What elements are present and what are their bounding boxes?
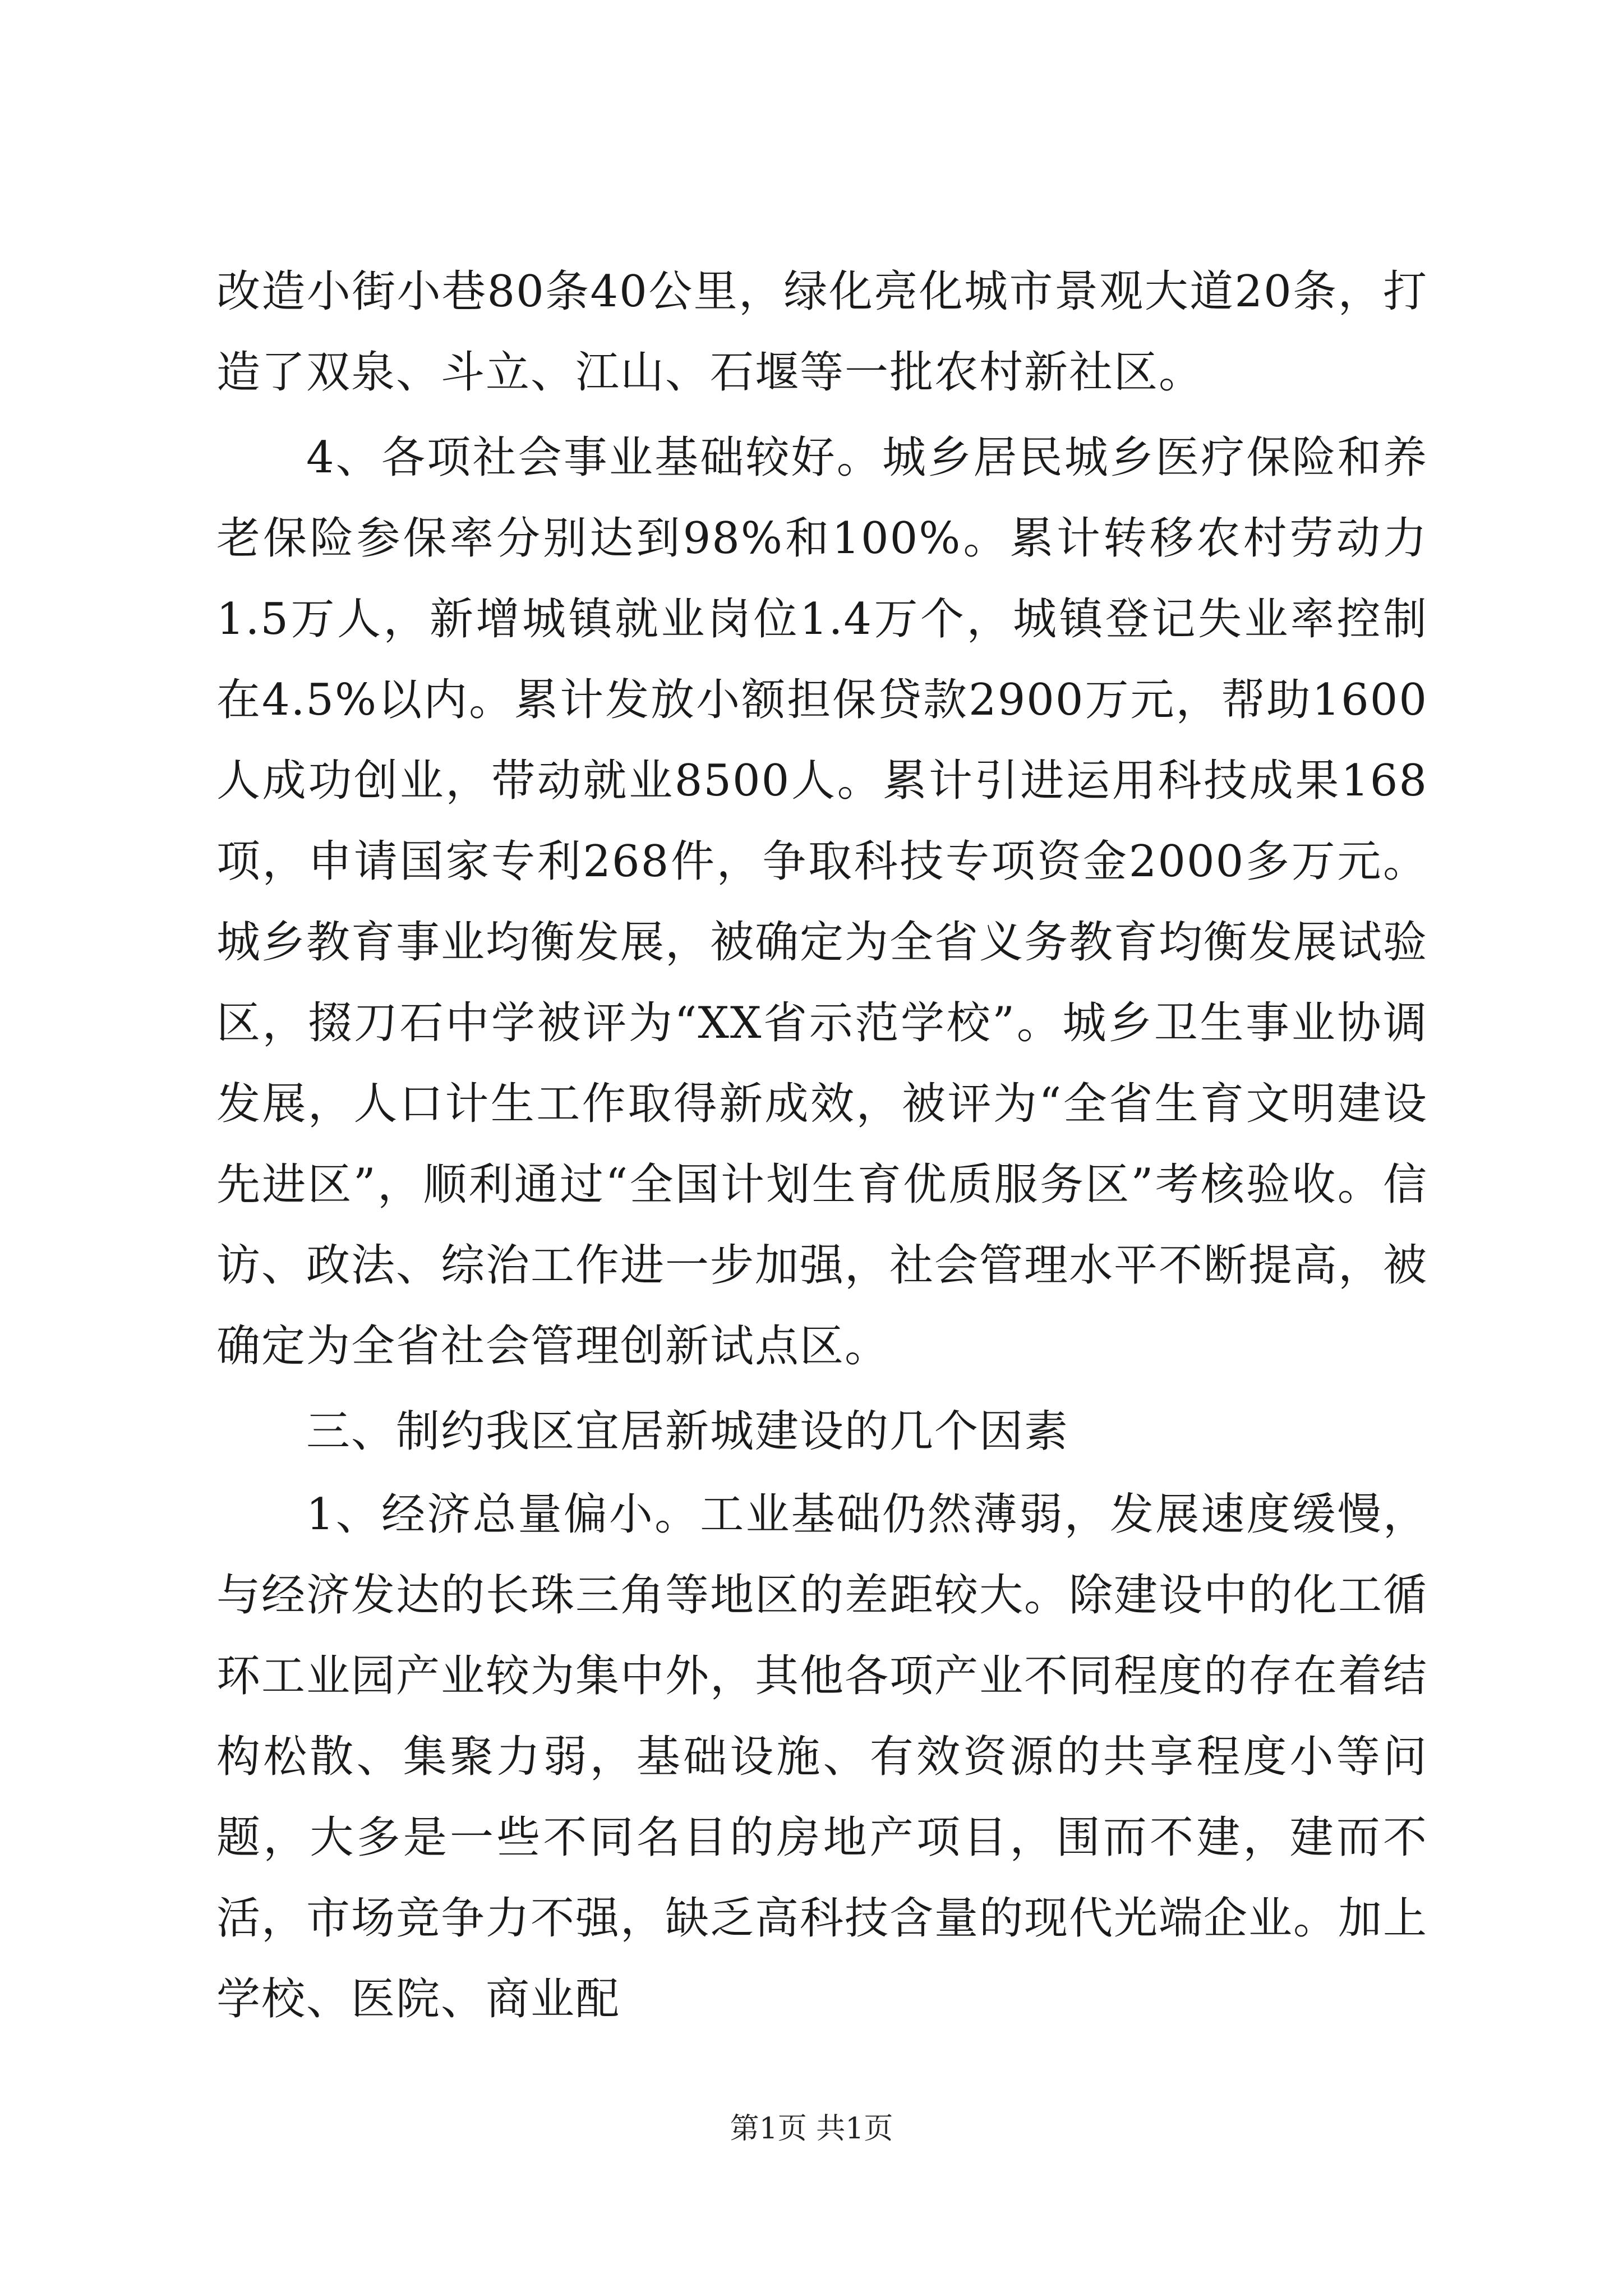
paragraph-continuation: 改造小街小巷80条40公里，绿化亮化城市景观大道20条，打造了双泉、斗立、江山、石堰等一批农村新社区。 <box>216 266 1428 398</box>
section-heading: 三、制约我区宜居新城建设的几个因素 <box>306 1406 1069 1457</box>
page-footer: 第1页 共1页 <box>730 2112 893 2146</box>
paragraph-economic-scale: 1、经济总量偏小。工业基础仍然薄弱，发展速度缓慢，与经济发达的长珠三角等地区的差距较大。除建设中的化工循环工业园产业较为集中外，其他各项产业不同程度的存在着结构松散、集聚力弱，基础设施、有效资源的共享程度小等问题，大多是一些不同名目的房地产项目，围而不建，建而不活，市场竞争力不强，缺乏高科技含量的现代光端企业。加上学校、医院、商业配 <box>216 1489 1428 2024</box>
paragraph-social-affairs: 4、各项社会事业基础较好。城乡居民城乡医疗保险和养老保险参保率分别达到98%和100%。累计转移农村劳动力1.5万人，新增城镇就业岗位1.4万个，城镇登记失业率控制在4.5%以内。累计发放小额担保贷款2900万元，帮助1600人成功创业，带动就业8500人。累计引进运用科技成果168项，申请国家专利268件，争取科技专项资金2000多万元。城乡教育事业均衡发展，被确定为全省义务教育均衡发展试验区，掇刀石中学被评为“XX省示范学校”。城乡卫生事业协调发展，人口计生工作取得新成效，被评为“全省生育文明建设先进区”，顺利通过“全国计划生育优质服务区”考核验收。信访、政法、综治工作进一步加强，社会管理水平不断提高，被确定为全省社会管理创新试点区。 <box>216 432 1428 1372</box>
document-body <box>216 251 1428 2044</box>
